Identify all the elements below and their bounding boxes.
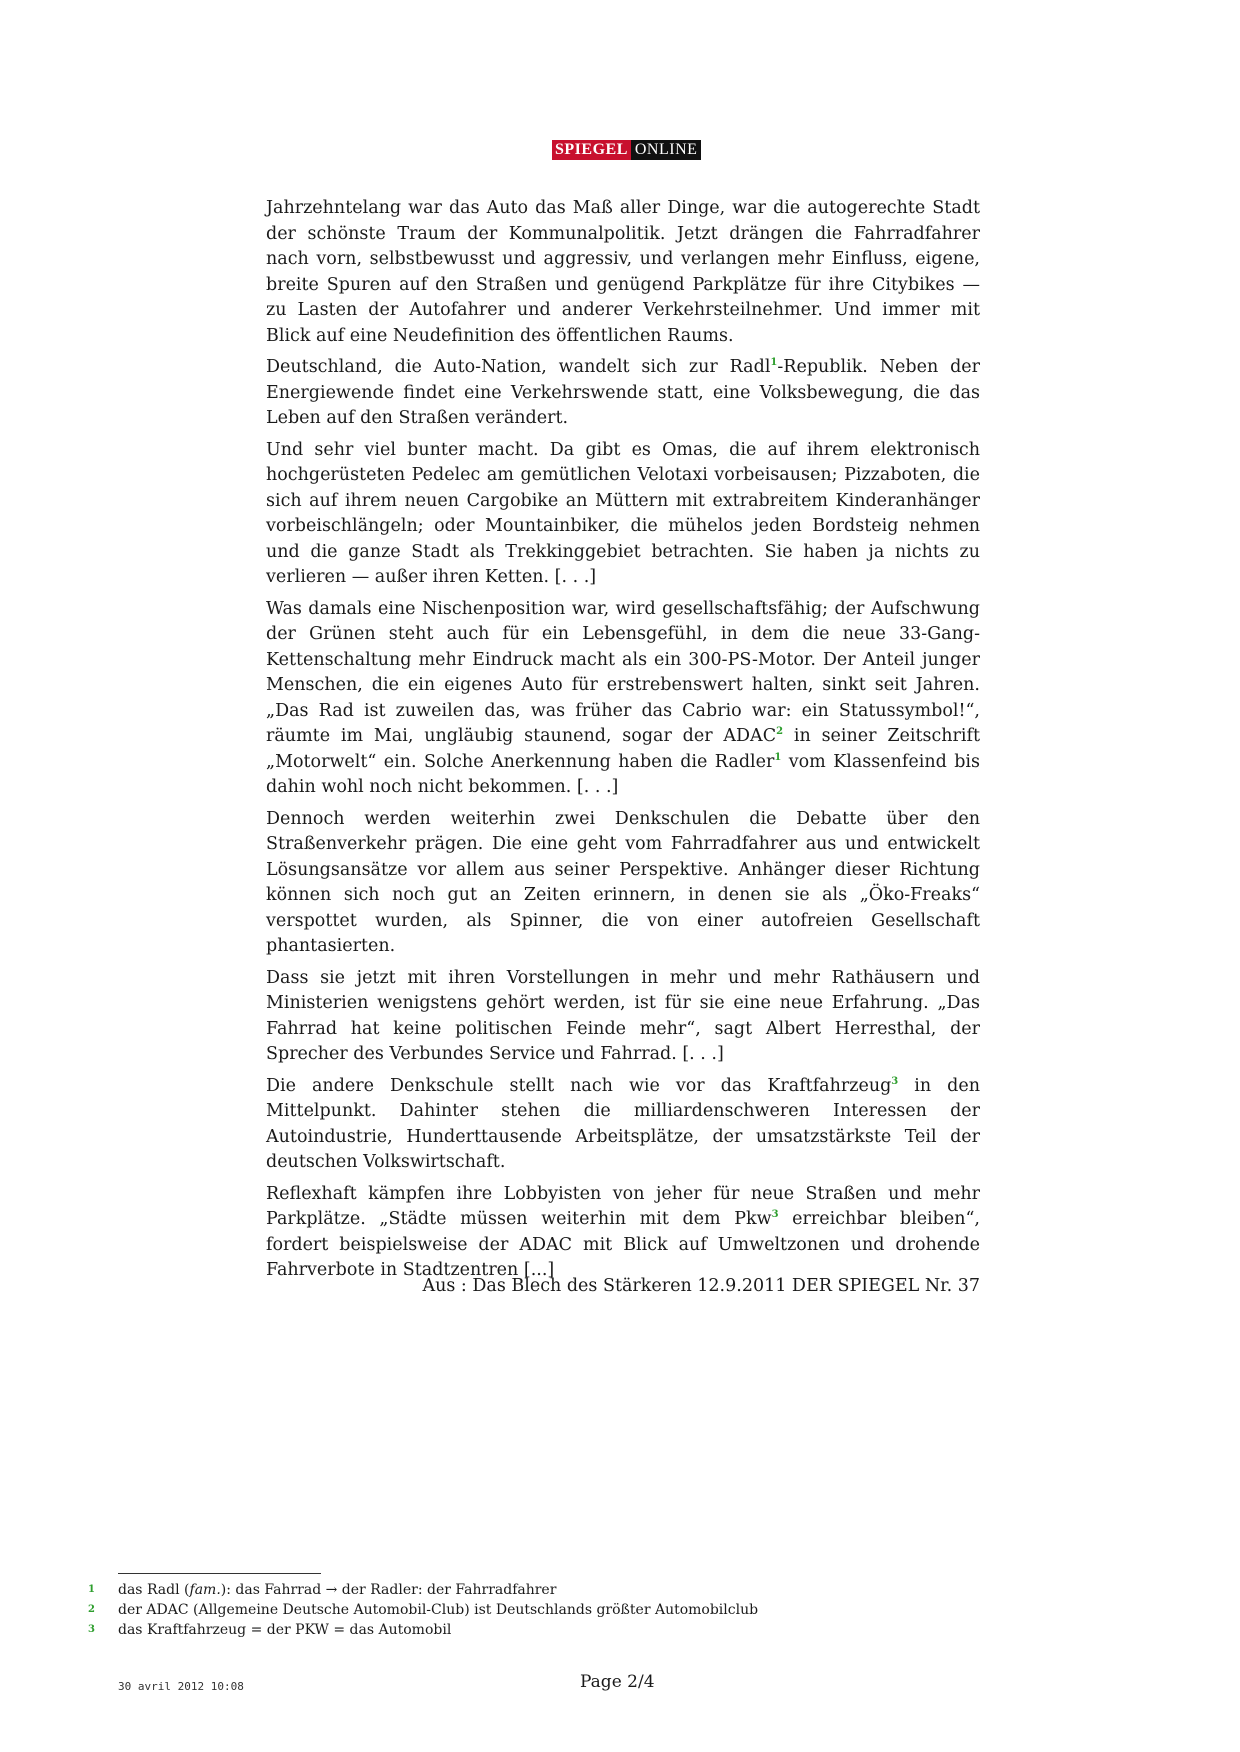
paragraph [266,807,980,960]
paragraph [266,196,980,349]
article-body [266,196,980,1290]
footnote-text [118,1600,1088,1620]
italic-run: fam. [189,1582,221,1598]
text-run: Und sehr viel bunter macht. Da gibt es Omas, die auf ihrem elektronisch hochgerüsteten Pedelec am gemütlichen Velotaxi vorbeisausen; Pizzaboten, die sich auf ihrem neuen Cargobike an Müttern mit extrabreitem Kinderanhänger vorbeischlängeln; oder Mountainbiker, die mühelos jeden Bordsteig nehmen und die ganze Stadt als Trekkinggebiet betrachten. Sie haben ja nichts zu verlieren — außer ihren Ketten. [. . .] [266,439,980,587]
text-run: Deutschland, die Auto-Nation, wandelt sich zur Radl [266,357,771,377]
footnote-text [118,1580,1088,1600]
footnote [88,1620,1088,1640]
footnote-marker: 1 [774,751,782,763]
text-run: Reflexhaft kämpfen ihre Lobbyisten von jeher für neue Straßen und mehr Parkplätze. „Städte müssen weiterhin mit dem Pkw [266,1183,980,1229]
text-run: Die andere Denkschule stellt nach wie vor das Kraftfahrzeug [266,1075,892,1096]
logo-online: ONLINE [631,140,702,160]
paragraph [266,1182,980,1284]
footnote-divider [118,1573,321,1574]
footnote-marker: 1 [770,357,778,369]
footnote-number: 3 [88,1624,95,1635]
footnote-number: 1 [88,1584,95,1595]
footnote-text [118,1620,1088,1640]
logo-spiegel: SPIEGEL [552,140,631,160]
paragraph [266,438,980,591]
text-run: erreichbar bleiben“, fordert beispielsweise der ADAC mit Blick auf Umweltzonen und drohende Fahrverbote in Stadtzentren [...] [266,1209,980,1280]
text-run: das Kraftfahrzeug = der PKW = das Automobil [118,1622,452,1638]
text-run: das Radl ( [118,1582,190,1598]
text-run: vom Klassenfeind bis dahin wohl noch nicht bekommen. [. . .] [266,751,980,797]
page-number: Page 2/4 [580,1672,655,1692]
text-run: ): das Fahrrad → der Radler: der Fahrradfahrer [220,1582,557,1598]
footnote-marker: 3 [891,1075,899,1087]
text-run: Dennoch werden weiterhin zwei Denkschulen die Debatte über den Straßenverkehr prägen. Die eine geht vom Fahrradfahrer aus und entwickelt Lösungsansätze vor allem aus seiner Perspektive. Anhänger dieser Richtung können sich noch gut an Zeiten erinnern, in denen sie als „Öko-Freaks“ verspottet wurden, als Spinner, die von einer autofreien Gesellschaft phantasierten. [266,808,980,956]
footer-date: 30 avril 2012 10:08 [118,1680,244,1693]
footnote-number: 2 [88,1604,95,1615]
footnote [88,1600,1088,1620]
footnotes [88,1580,1088,1640]
spiegel-online-logo [552,140,701,160]
text-run: Jahrzehntelang war das Auto das Maß aller Dinge, war die autogerechte Stadt der schönste Traum der Kommunalpolitik. Jetzt drängen die Fahrradfahrer nach vorn, selbstbewusst und aggressiv, und verlangen mehr Einfluss, eigene, breite Spuren auf den Straßen und genügend Parkplätze für ihre Citybikes — zu Lasten der Autofahrer und anderer Verkehrsteilnehmer. Und immer mit Blick auf eine Neudefinition des öffentlichen Raums. [266,198,980,346]
text-run: in seiner Zeitschrift „Motorwelt“ ein. Solche Anerkennung haben die Radler [266,726,980,772]
text-run: Dass sie jetzt mit ihren Vorstellungen in mehr und mehr Rathäusern und Ministerien wenigstens gehört werden, ist für sie eine neue Erfahrung. „Das Fahrrad hat keine politischen Feinde mehr“, sagt Albert Herresthal, der Sprecher des Verbundes Service und Fahrrad. [. . .] [266,967,980,1064]
paragraph [266,1074,980,1176]
source-citation: Aus : Das Blech des Stärkeren 12.9.2011 DER SPIEGEL Nr. 37 [422,1276,980,1296]
paragraph [266,355,980,432]
footnote-marker: 2 [776,726,784,738]
footnote-marker: 3 [771,1209,779,1221]
text-run: Was damals eine Nischenposition war, wird gesellschaftsfähig; der Aufschwung der Grünen steht auch für ein Lebensgefühl, in dem die neue 33-Gang-Kettenschaltung mehr Eindruck macht als ein 300-PS-Motor. Der Anteil junger Menschen, die ein eigenes Auto für erstrebenswert halten, sinkt seit Jahren. „Das Rad ist zuweilen das, was früher das Cabrio war: ein Statussymbol!“, räumte im Mai, ungläubig staunend, sogar der ADAC [266,598,980,746]
text-run: -Republik. Neben der Energiewende findet eine Verkehrswende statt, eine Volksbewegung, die das Leben auf den Straßen verändert. [266,357,981,428]
text-run: in den Mittelpunkt. Dahinter stehen die milliardenschweren Interessen der Autoindustrie, Hunderttausende Arbeitsplätze, der umsatzstärkste Teil der deutschen Volkswirtschaft. [266,1075,980,1172]
paragraph [266,597,980,801]
footnote [88,1580,1088,1600]
text-run: der ADAC (Allgemeine Deutsche Automobil-Club) ist Deutschlands größter Automobilclub [118,1602,759,1618]
paragraph [266,966,980,1068]
